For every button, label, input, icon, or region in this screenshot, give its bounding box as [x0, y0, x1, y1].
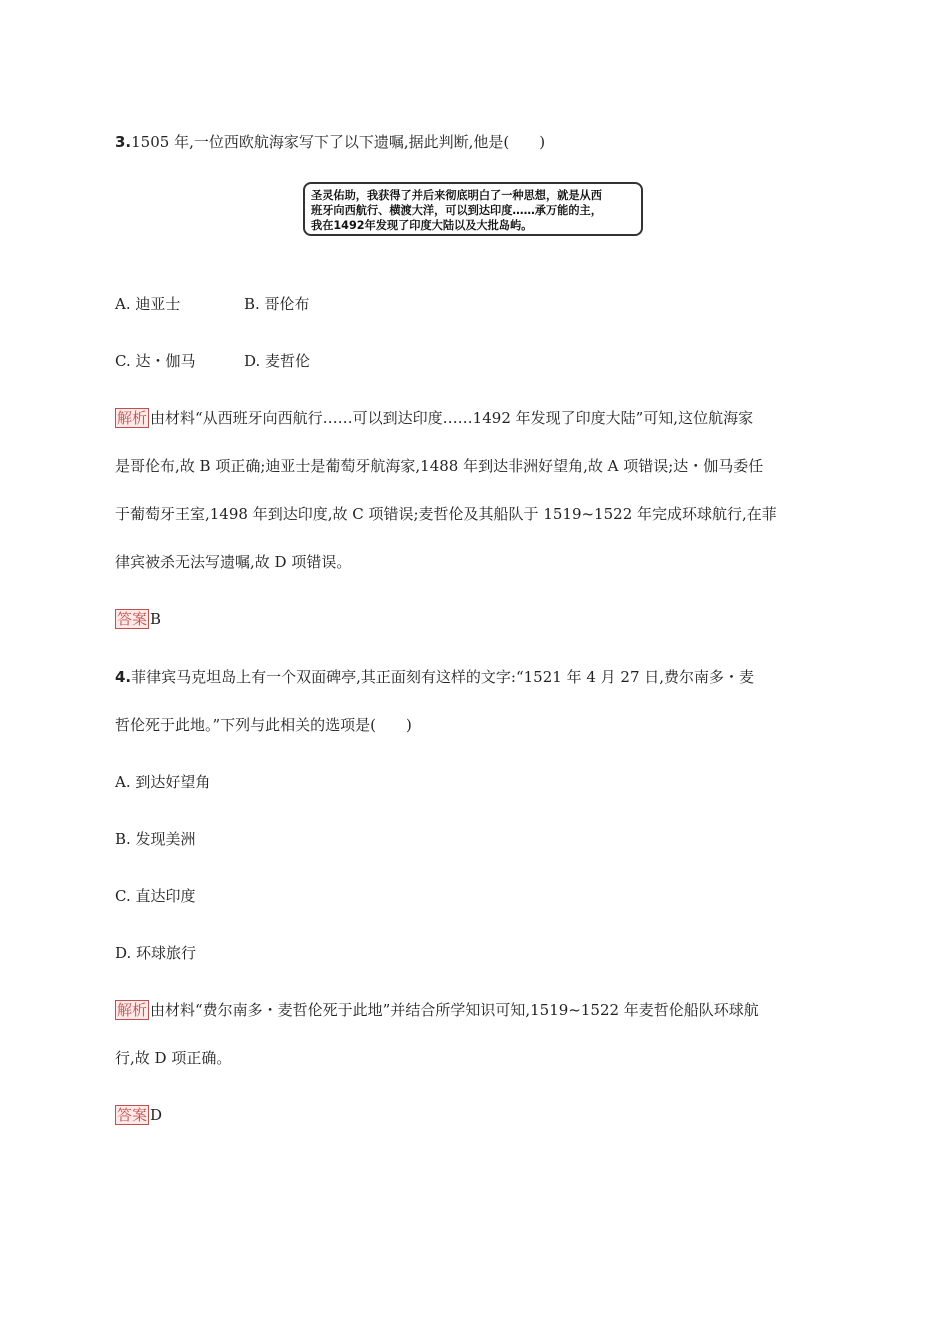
q4-stem-line-2: 哲伦死于此地。”下列与此相关的选项是( ) [115, 716, 412, 734]
q3-analysis-line-2: 是哥伦布,故 B 项正确;迪亚士是葡萄牙航海家,1488 年到达非洲好望角,故 A 项错误;达・伽马委任 [115, 457, 764, 475]
q3-option-a: A. 迪亚士 [115, 295, 181, 313]
q4-stem-1: 菲律宾马克坦岛上有一个双面碑亭,其正面刻有这样的文字:“1521 年 4 月 27 日,费尔南多・麦 [131, 668, 755, 686]
q3-quote-line-3: 我在1492年发现了印度大陆以及大批岛屿。 [311, 219, 533, 232]
q3-option-d: D. 麦哲伦 [244, 352, 311, 370]
q3-analysis-line-1 [115, 408, 753, 428]
q3-analysis-line-3: 于葡萄牙王室,1498 年到达印度,故 C 项错误;麦哲伦及其船队于 1519~1522 年完成环球航行,在菲 [115, 505, 777, 523]
q3-analysis-tag: 解析 [117, 409, 148, 427]
q4-analysis-line-2: 行,故 D 项正确。 [115, 1049, 232, 1067]
q3-analysis-line-4: 律宾被杀无法写遗嘱,故 D 项错误。 [115, 553, 352, 571]
q4-number: 4. [115, 668, 132, 686]
q4-analysis-tag: 解析 [117, 1001, 148, 1019]
q3-option-c: C. 达・伽马 [115, 352, 196, 370]
q3-analysis-text-1: 由材料“从西班牙向西航行……可以到达印度……1492 年发现了印度大陆”可知,这位航海家 [150, 409, 754, 427]
q3-answer-tag: 答案 [117, 610, 148, 628]
q4-option-d: D. 环球旅行 [115, 944, 197, 962]
q3-answer-line [115, 609, 161, 629]
q4-stem-line-1 [115, 667, 754, 687]
q4-answer-line [115, 1105, 162, 1125]
q3-stem: 1505 年,一位西欧航海家写下了以下遗嘱,据此判断,他是( ) [131, 133, 546, 151]
q3-quote-box [303, 182, 643, 236]
q4-answer: D [150, 1106, 163, 1124]
q4-answer-tag: 答案 [117, 1106, 148, 1124]
q4-option-c: C. 直达印度 [115, 887, 196, 905]
q3-quote-line-2: 班牙向西航行、横渡大洋，可以到达印度……承万能的主， [311, 204, 602, 217]
q3-answer: B [150, 610, 162, 628]
q4-analysis-text-1: 由材料“费尔南多・麦哲伦死于此地”并结合所学知识可知,1519~1522 年麦哲伦船队环球航 [150, 1001, 759, 1019]
q4-option-a: A. 到达好望角 [115, 773, 211, 791]
q3-number: 3. [115, 133, 132, 151]
q4-option-b: B. 发现美洲 [115, 830, 196, 848]
q3-quote-line-1: 圣灵佑助，我获得了并后来彻底明白了一种思想，就是从西 [311, 189, 602, 202]
q3-option-b: B. 哥伦布 [244, 295, 310, 313]
q4-analysis-line-1 [115, 1000, 759, 1020]
q3-stem-line [115, 132, 545, 152]
